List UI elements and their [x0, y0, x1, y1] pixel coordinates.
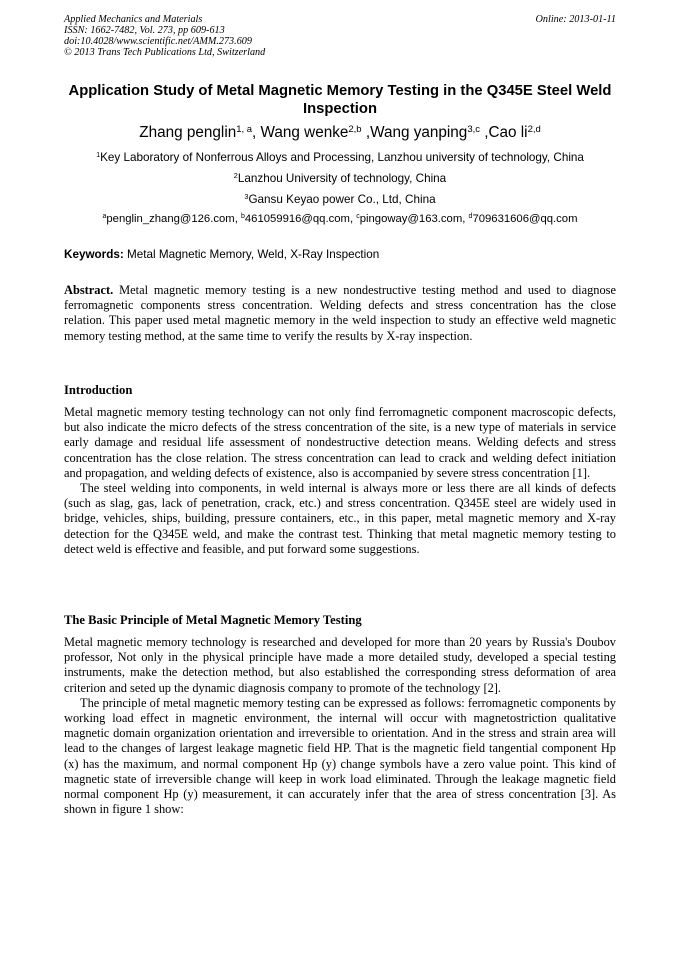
email-address: 461059916@qq.com [244, 213, 350, 225]
keywords-text: Metal Magnetic Memory, Weld, X-Ray Inspection [127, 248, 380, 261]
email-sup: c [356, 213, 360, 221]
paragraph: The steel welding into components, in weld internal is always more or less there are all kinds of defects (such as slag, gas, lack of penetration, crack, etc.) and stress concentration. Q345E steel are widely used in bridge, vehicles, ships, building, pressure containers, etc., in this paper, metal magnetic memory and X-ray detection for the Q345E weld, and make the contrast test. Thinking that metal magnetic memory testing to detect weld is effective and feasible, and put forward some suggestions. [64, 481, 616, 556]
affiliation-sup: 3 [244, 192, 249, 202]
keywords-label: Keywords: [64, 248, 124, 261]
author-list: Zhang penglin$^{1, a}$, Wang wenke$^{2,b}$ ,Wang yanping$^{3,c}$ ,Cao li$^{2,d}$ [139, 123, 541, 141]
affiliation [40, 151, 640, 165]
author-name: Wang wenke [260, 124, 349, 141]
author-sup: 2,b [348, 123, 362, 135]
email-list: $^a$penglin_zhang@126.com, $^b$461059916@qq.com, $^c$pingoway@163.com, $^d$709631606@qq.com [102, 213, 578, 225]
abstract-label: Abstract. [64, 283, 114, 297]
section-body [64, 405, 616, 557]
affiliation-sup: 2 [233, 171, 238, 181]
author-sup: 3,c [467, 123, 480, 135]
affiliation [40, 172, 640, 186]
journal-header [64, 14, 616, 58]
email-address: 709631606@qq.com [472, 213, 578, 225]
paragraph: Metal magnetic memory testing technology can not only find ferromagnetic component macroscopic defects, but also indicate the micro defects of the stress concentration of the site, is a new type of materials in service early damage and residual life assessment of nondestructive detection means. Welding defects and stress concentration has the close relation. The stress concentration can lead to crack and welding defect initiation and propagation, and welding defects of existence, also is accompanied by severe stress concentration [1]. [64, 405, 616, 480]
abstract [64, 283, 616, 344]
affiliation-text: Lanzhou University of technology, China [237, 172, 447, 185]
journal-issn: ISSN: 1662-7482, Vol. 273, pp 609-613 [64, 25, 225, 36]
paper-title: Application Study of Metal Magnetic Memory Testing in the Q345E Steel Weld Inspection [68, 83, 612, 117]
email-sup: a [102, 213, 107, 221]
affiliation [40, 193, 640, 207]
author-sup: 1, a [236, 123, 253, 135]
author-name: Cao li [488, 124, 528, 141]
keywords [64, 248, 616, 262]
email-address: penglin_zhang@126.com [106, 213, 235, 225]
author-name: Wang yanping [370, 124, 468, 141]
email-sup: b [240, 213, 245, 221]
author-sup: 2,d [527, 123, 541, 135]
section-heading: The Basic Principle of Metal Magnetic Memory Testing [64, 613, 362, 627]
abstract-text: Metal magnetic memory testing is a new nondestructive testing method and used to diagnose ferromagnetic components stress concentration. Welding defects and stress concentration has the close relation. This paper used metal magnetic memory in the weld inspection to study an effective weld magnetic memory testing method, at the same time to verify the results by X-ray inspection. [64, 283, 616, 343]
section-heading: Introduction [64, 383, 133, 397]
affiliation-text: Gansu Keyao power Co., Ltd, China [248, 193, 436, 206]
affiliation-sup: 1 [96, 150, 101, 160]
affiliation-text: Key Laboratory of Nonferrous Alloys and Processing, Lanzhou university of technology, China [100, 151, 584, 164]
paragraph: Metal magnetic memory technology is researched and developed for more than 20 years by Russia's Doubov professor, Not only in the physical principle have made a more detailed study, developed a special testing instruments, make the detection method, but also established the corresponding stress deformation of area criterion and seted up the dynamic diagnosis company to promote of the technology [2]. [64, 635, 616, 695]
email-sup: d [468, 213, 473, 221]
journal-doi: doi:10.4028/www.scientific.net/AMM.273.609 [64, 36, 252, 47]
online-date: Online: 2013-01-11 [535, 14, 616, 25]
author-name: Zhang penglin [139, 124, 237, 141]
section-body [64, 635, 616, 817]
journal-copyright: © 2013 Trans Tech Publications Ltd, Switzerland [64, 47, 266, 58]
journal-name: Applied Mechanics and Materials [64, 14, 203, 25]
email-address: pingoway@163.com [359, 213, 463, 225]
paragraph: The principle of metal magnetic memory testing can be expressed as follows: ferromagnetic components by working load effect in magnetic environment, the internal will occur with magnetostriction qualitative magnetic domain organization orientation and irreversible to orientation. And in the stress and strain area will lead to the changes of largest leakage magnetic field HP. That is the magnetic field tangential component Hp (x) has the maximum, and normal component Hp (y) change symbols have a zero value point. This kind of magnetic state of irreversible change will keep in work load eliminated. Through the leakage magnetic field normal component Hp (y) measurement, it can accurately infer that the area of stress concentration [3]. As shown in figure 1 show: [64, 695, 616, 817]
